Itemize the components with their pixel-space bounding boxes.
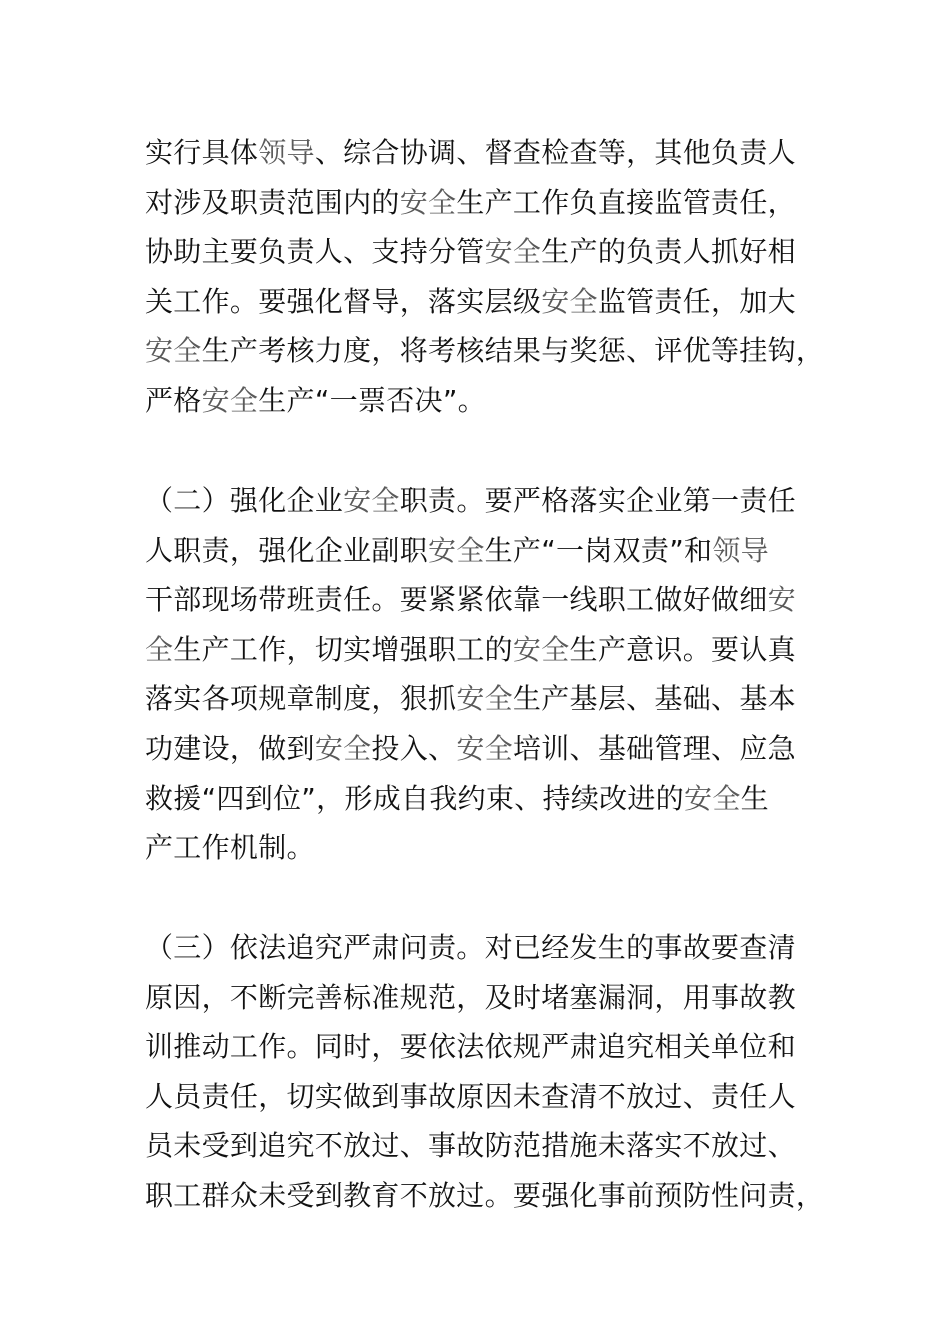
highlighted-term: 安全: [512, 632, 570, 666]
highlighted-term: 安全: [428, 533, 485, 567]
text-line: [145, 1171, 825, 1221]
paragraph-2: [145, 476, 825, 873]
text-run: 对涉及职责范围内的: [145, 185, 400, 219]
text-run: 严格: [145, 383, 202, 417]
text-run: 投入、: [371, 731, 457, 765]
text-line: [145, 1072, 825, 1122]
text-line: [145, 227, 825, 277]
text-run: 生产“一岗双责”和: [484, 533, 713, 567]
text-run: 实行具体: [145, 136, 259, 169]
text-run: 产工作机制。: [145, 831, 315, 865]
text-run: 生: [740, 781, 769, 815]
highlighted-term: 安全: [201, 383, 259, 417]
text-line: [145, 1121, 825, 1171]
highlighted-term: 安全: [314, 731, 372, 765]
text-run: （三）依法追究严肃问责。对已经发生的事故要查清: [145, 931, 796, 964]
text-line: [145, 774, 825, 824]
text-run: 职责。要严格落实企业第一责任: [399, 484, 796, 517]
highlighted-term: 安全: [456, 682, 513, 716]
highlighted-term: 全: [145, 632, 174, 666]
text-run: 人职责，强化企业副职: [145, 533, 429, 567]
highlighted-term: 安全: [541, 284, 598, 318]
text-run: 功建设，做到: [145, 731, 315, 765]
text-run: 协助主要负责人、支持分管: [145, 235, 485, 269]
text-line: [145, 823, 825, 873]
text-run: 生产考核力度，将考核结果与奖惩、评优等挂钩，: [201, 334, 825, 368]
text-run: 培训、基础管理、应急: [512, 731, 796, 765]
highlighted-term: 领导: [712, 533, 769, 567]
text-line: [145, 625, 825, 675]
text-line: [145, 526, 825, 576]
text-run: 生产工作，切实增强职工的: [173, 632, 513, 666]
highlighted-term: 安全: [484, 235, 542, 269]
text-run: 落实各项规章制度，狠抓: [145, 682, 457, 716]
text-line: [145, 326, 825, 376]
highlighted-term: 安全: [456, 731, 513, 765]
paragraph-3: [145, 923, 825, 1221]
highlighted-term: 安: [767, 583, 796, 617]
text-line: [145, 178, 825, 228]
text-line: [145, 1022, 825, 1072]
text-line: [145, 376, 825, 426]
paragraph-1: [145, 128, 825, 426]
text-line: [145, 128, 825, 178]
text-run: 员未受到追究不放过、事故防范措施未落实不放过、: [145, 1129, 796, 1163]
text-run: 干部现场带班责任。要紧紧依靠一线职工做好做细: [145, 583, 768, 617]
text-run: 救援“四到位”，形成自我约束、持续改进的: [145, 781, 685, 815]
text-run: 生产基层、基础、基本: [512, 682, 796, 716]
text-run: 人员责任，切实做到事故原因未查清不放过、责任人: [145, 1079, 796, 1113]
highlighted-term: 安全: [399, 185, 457, 219]
highlighted-term: 安全: [684, 781, 741, 815]
text-run: 生产意识。要认真: [569, 632, 796, 666]
text-run: 监管责任，加大: [597, 284, 796, 318]
text-run: 生产的负责人抓好相: [541, 235, 796, 269]
highlighted-term: 安全: [343, 484, 400, 517]
text-line: [145, 923, 825, 973]
highlighted-term: 安全: [145, 334, 202, 368]
text-run: 生产工作负直接监管责任，: [456, 185, 796, 219]
text-line: [145, 575, 825, 625]
text-run: 原因，不断完善标准规范，及时堵塞漏洞，用事故教: [145, 980, 796, 1014]
text-run: 生产“一票否决”。: [258, 383, 486, 417]
text-run: 训推动工作。同时，要依法依规严肃追究相关单位和: [145, 1030, 796, 1064]
text-line: [145, 973, 825, 1023]
text-line: [145, 724, 825, 774]
text-run: 、综合协调、督查检查等，其他负责人: [314, 136, 796, 169]
text-line: [145, 476, 825, 526]
highlighted-term: 领导: [258, 136, 315, 169]
text-line: [145, 674, 825, 724]
text-run: （二）强化企业: [145, 484, 344, 517]
text-run: 职工群众未受到教育不放过。要强化事前预防性问责，: [145, 1178, 825, 1212]
text-line: [145, 277, 825, 327]
text-run: 关工作。要强化督导，落实层级: [145, 284, 542, 318]
